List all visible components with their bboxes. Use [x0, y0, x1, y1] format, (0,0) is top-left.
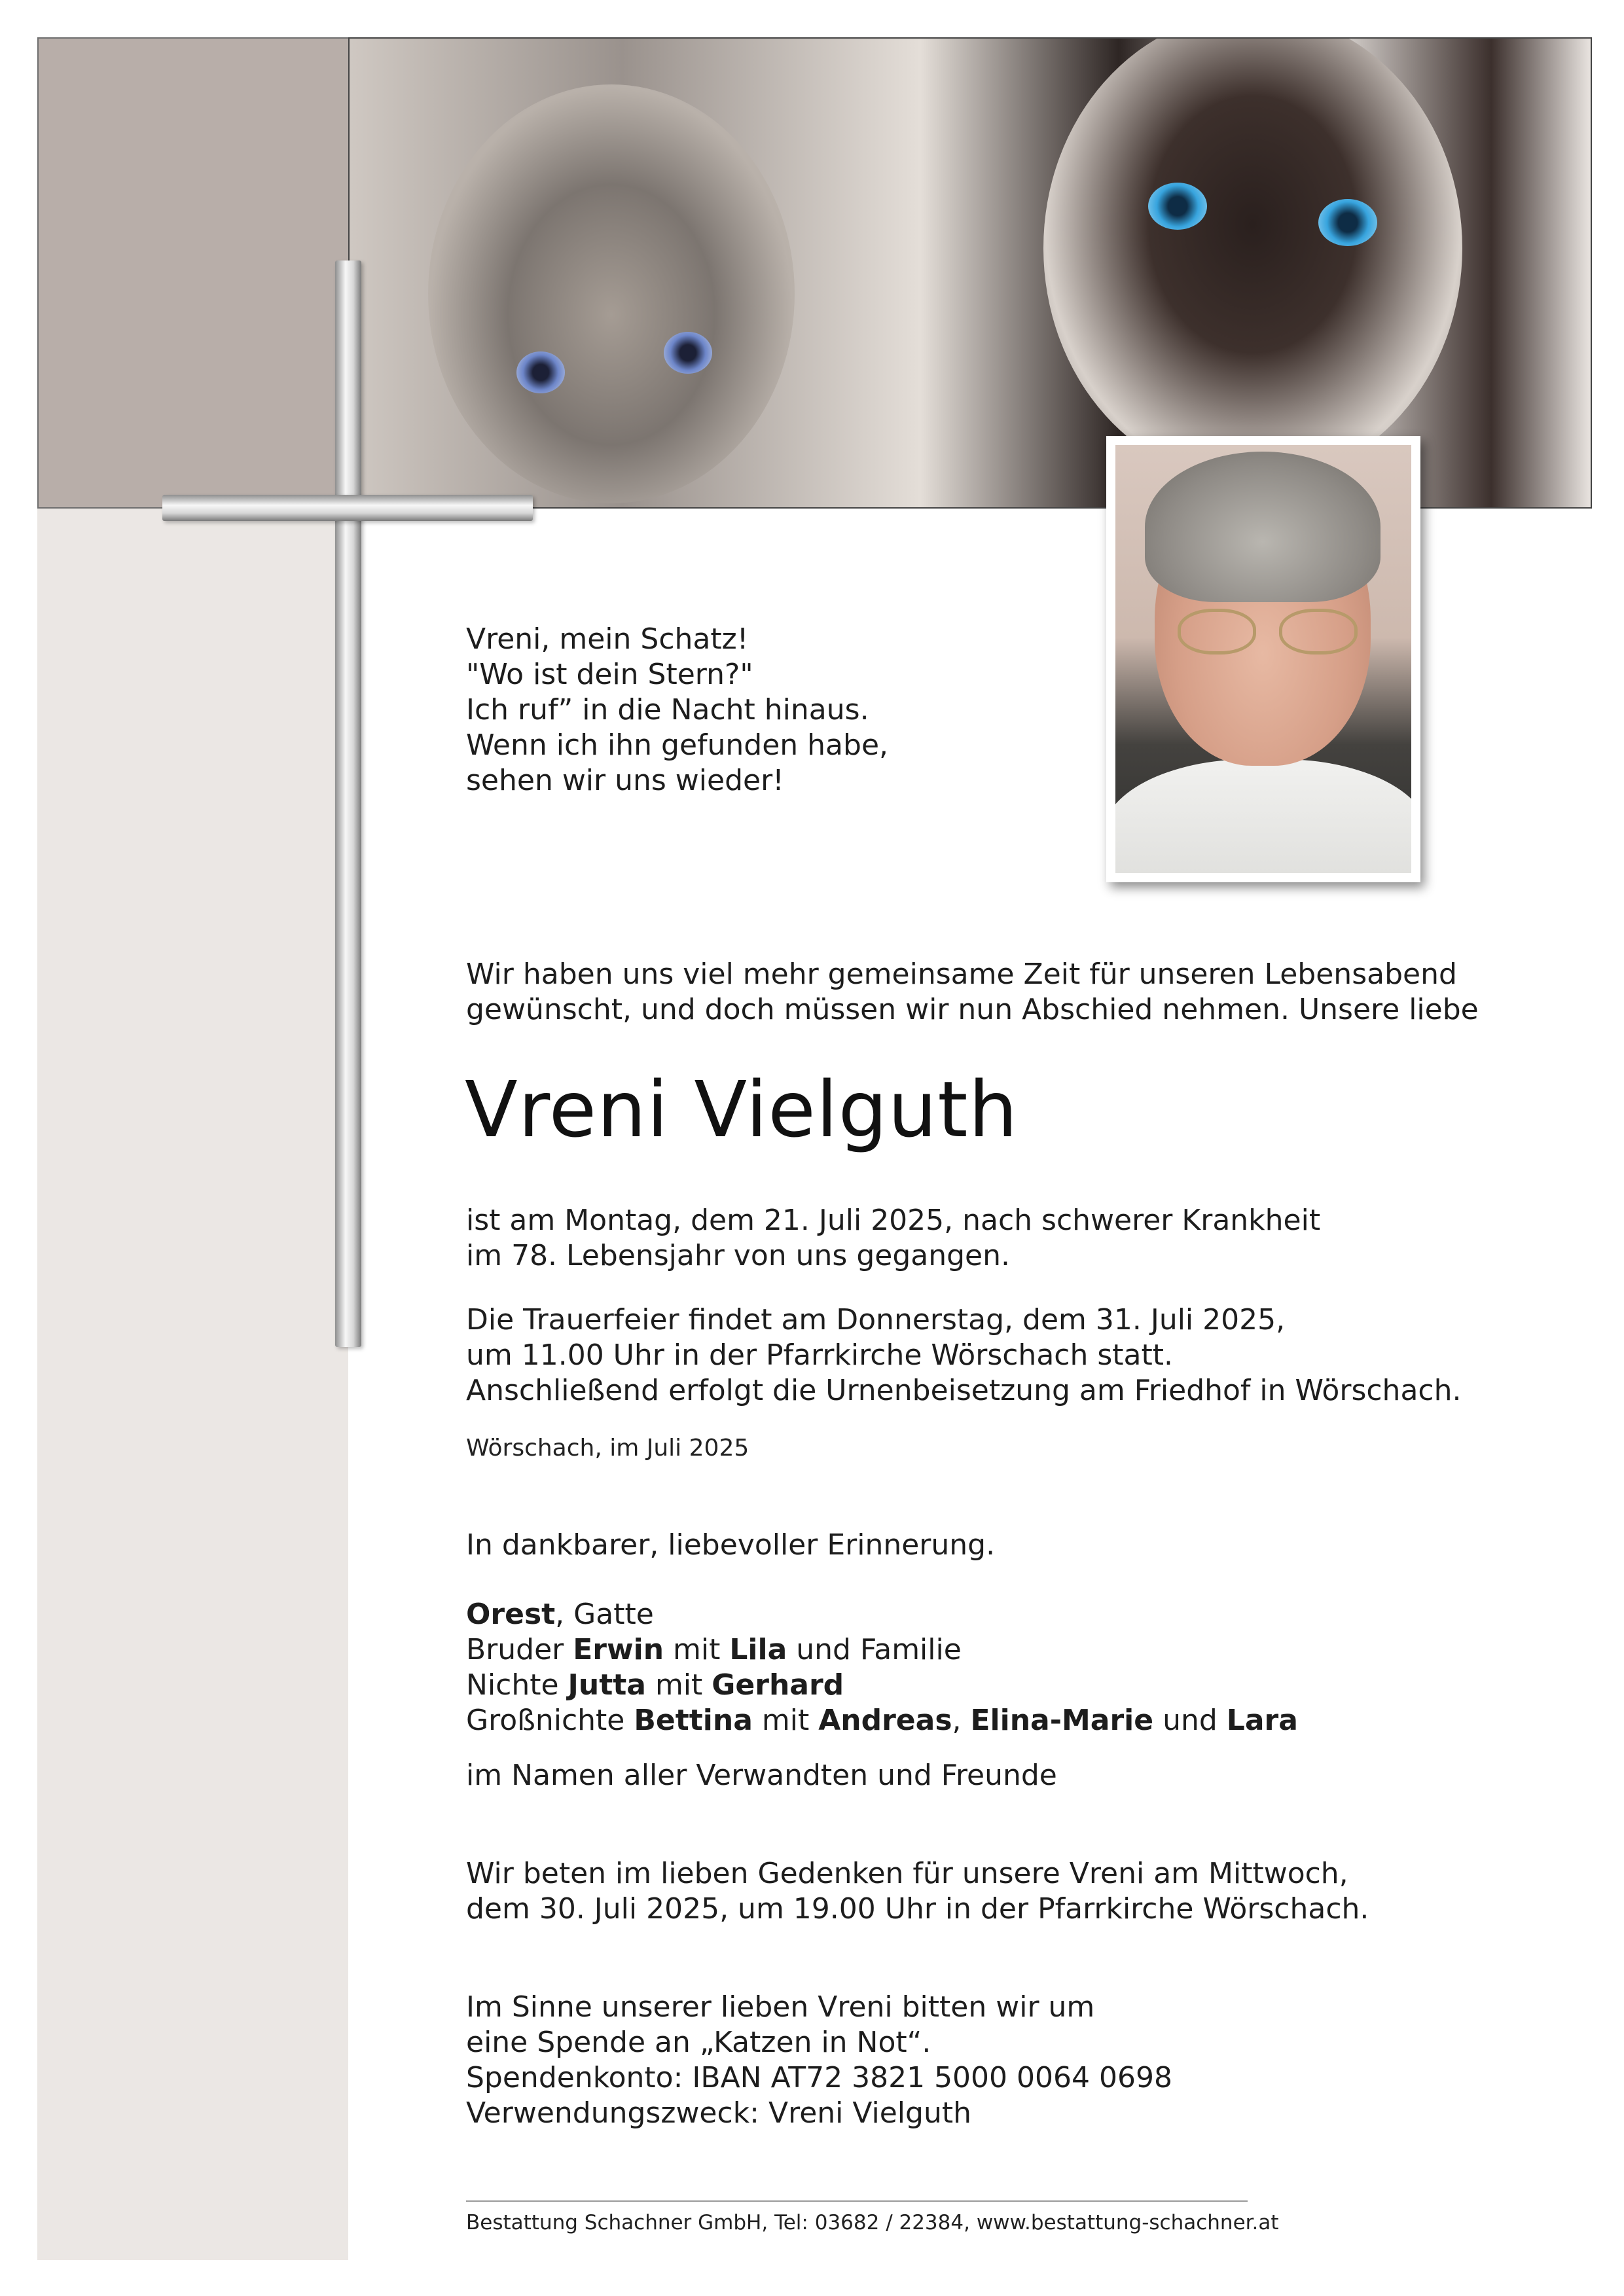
verse-line: "Wo ist dein Stern?"	[466, 658, 753, 691]
family-name: Bettina	[634, 1704, 753, 1737]
family-name: Erwin	[573, 1633, 664, 1666]
family-text: Großnichte	[466, 1704, 634, 1737]
family-line	[466, 1668, 1298, 1703]
gratitude-text: In dankbarer, liebevoller Erinnerung.	[466, 1528, 996, 1562]
family-text: und Familie	[787, 1633, 962, 1666]
family-list	[466, 1597, 1298, 1738]
cat-eye-icon	[516, 351, 565, 393]
family-text: und	[1153, 1704, 1227, 1737]
funeral-info-line: Anschließend erfolgt die Urnenbeisetzung am Friedhof in Wörschach.	[466, 1374, 1462, 1407]
family-name: Lila	[729, 1633, 787, 1666]
prayer-paragraph	[466, 1856, 1369, 1927]
donation-line: Verwendungszweck: Vreni Vielguth	[466, 2096, 971, 2130]
family-name: Gerhard	[712, 1668, 844, 1702]
tabby-cat-image	[428, 84, 795, 503]
family-text: mit	[645, 1668, 712, 1702]
family-text: ,	[952, 1704, 971, 1737]
prayer-line: dem 30. Juli 2025, um 19.00 Uhr in der Pfarrkirche Wörschach.	[466, 1892, 1369, 1926]
donation-paragraph	[466, 1990, 1172, 2131]
cat-eye-icon	[664, 332, 712, 374]
intro-line: gewünscht, und doch müssen wir nun Abschied nehmen. Unsere liebe	[466, 993, 1479, 1026]
intro-line: Wir haben uns viel mehr gemeinsame Zeit für unseren Lebensabend	[466, 958, 1457, 991]
ragdoll-cat-image	[1043, 37, 1462, 484]
portrait-hair	[1145, 452, 1380, 602]
intro-paragraph	[466, 957, 1479, 1028]
relatives-line	[466, 1758, 1057, 1793]
gratitude-line	[466, 1528, 995, 1563]
sidebar-top-panel	[37, 37, 348, 509]
donation-line: Spendenkonto: IBAN AT72 3821 5000 0064 0698	[466, 2061, 1172, 2094]
family-text: Bruder	[466, 1633, 573, 1666]
family-text: , Gatte	[555, 1598, 654, 1631]
family-name: Lara	[1226, 1704, 1298, 1737]
footer-text: Bestattung Schachner GmbH, Tel: 03682 / 22384, www.bestattung-schachner.at	[466, 2211, 1279, 2234]
funeral-info-line: Die Trauerfeier findet am Donnerstag, dem 31. Juli 2025,	[466, 1303, 1286, 1336]
family-name: Andreas	[818, 1704, 952, 1737]
sidebar-bottom-panel	[37, 509, 348, 2260]
family-text: mit	[664, 1633, 730, 1666]
cross-icon-horizontal	[162, 495, 533, 521]
memorial-verse	[466, 622, 888, 798]
death-info-paragraph	[466, 1203, 1320, 1274]
donation-line: Im Sinne unserer lieben Vreni bitten wir um	[466, 1990, 1095, 2024]
family-name: Elina-Marie	[970, 1704, 1154, 1737]
death-info-line: im 78. Lebensjahr von uns gegangen.	[466, 1239, 1010, 1272]
verse-line: sehen wir uns wieder!	[466, 764, 784, 797]
glasses-icon	[1279, 609, 1358, 655]
family-line	[466, 1632, 1298, 1668]
family-text: mit	[752, 1704, 819, 1737]
prayer-line: Wir beten im lieben Gedenken für unsere Vreni am Mittwoch,	[466, 1857, 1348, 1890]
cross-icon-vertical	[335, 260, 361, 1347]
death-info-line: ist am Montag, dem 21. Juli 2025, nach schwerer Krankheit	[466, 1204, 1321, 1237]
family-name: Orest	[466, 1598, 556, 1631]
verse-line: Vreni, mein Schatz!	[466, 622, 749, 656]
footer-divider	[466, 2200, 1248, 2202]
portrait-photo	[1106, 436, 1420, 882]
family-line	[466, 1597, 1298, 1632]
family-text: Nichte	[466, 1668, 568, 1702]
place-date: Wörschach, im Juli 2025	[466, 1435, 749, 1462]
funeral-info-line: um 11.00 Uhr in der Pfarrkirche Wörschach statt.	[466, 1338, 1173, 1372]
family-line	[466, 1703, 1298, 1738]
relatives-text: im Namen aller Verwandten und Freunde	[466, 1759, 1057, 1792]
family-name: Jutta	[568, 1668, 646, 1702]
cat-eye-icon	[1318, 199, 1377, 246]
cat-eye-icon	[1148, 183, 1207, 230]
verse-line: Ich ruf” in die Nacht hinaus.	[466, 693, 869, 726]
funeral-info-paragraph	[466, 1302, 1461, 1408]
portrait-shirt	[1115, 759, 1411, 873]
glasses-icon	[1178, 609, 1256, 655]
verse-line: Wenn ich ihn gefunden habe,	[466, 728, 889, 762]
deceased-name: Vreni Vielguth	[465, 1064, 1019, 1155]
portrait-image	[1115, 445, 1411, 873]
donation-line: eine Spende an „Katzen in Not“.	[466, 2026, 931, 2059]
